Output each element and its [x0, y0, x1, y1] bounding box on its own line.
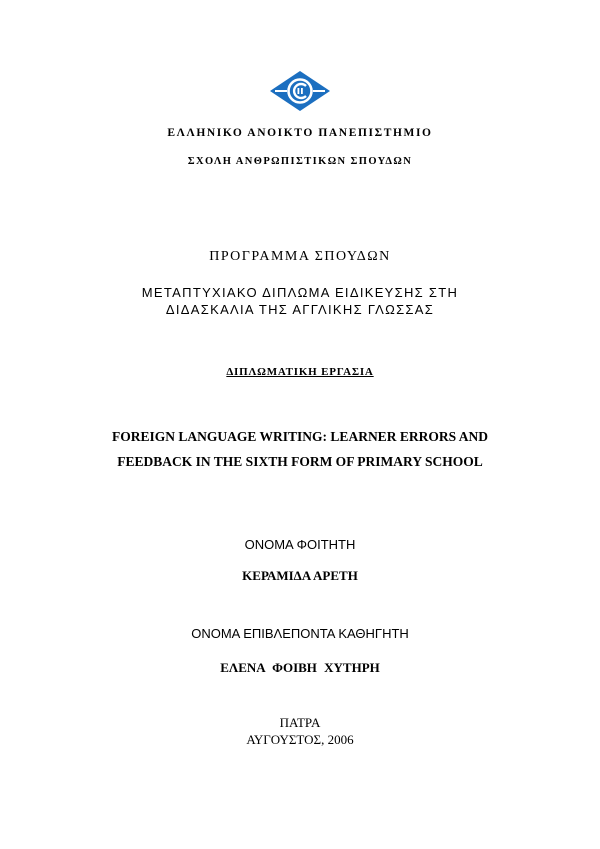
student-label: ΟΝΟΜΑ ΦΟΙΤΗΤΗ — [244, 537, 356, 552]
student-name: ΚΕΡΑΜΙΔΑ ΑΡΕΤΗ — [242, 568, 358, 583]
program-title: ΠΡΟΓΡΑΜΜΑ ΣΠΟΥΔΩΝ — [209, 249, 391, 264]
thesis-label: ΔΙΠΛΩΜΑΤΙΚΗ ΕΡΓΑΣΙΑ — [226, 366, 374, 378]
supervisor-name: ΕΛΕΝΑ ΦΟΙΒΗ ΧΥΤΗΡΗ — [220, 660, 380, 675]
logo-mark-left — [298, 88, 300, 94]
thesis-title-line-2: FEEDBACK IN THE SIXTH FORM OF PRIMARY SCHOOL — [117, 454, 483, 469]
degree-line-2: ΔΙΔΑΣΚΑΛΙΑ ΤΗΣ ΑΓΓΛΙΚΗΣ ΓΛΩΣΣΑΣ — [165, 302, 435, 317]
supervisor-label: ΟΝΟΜΑ ΕΠΙΒΛΕΠΟΝΤΑ ΚΑΘΗΓΗΤΗ — [191, 626, 409, 641]
thesis-title-line-1: FOREIGN LANGUAGE WRITING: LEARNER ERRORS AND — [112, 429, 488, 444]
school-name: ΣΧΟΛΗ ΑΝΘΡΩΠΙΣΤΙΚΩΝ ΣΠΟΥΔΩΝ — [187, 156, 413, 167]
degree-line-1: ΜΕΤΑΠΤΥΧΙΑΚΟ ΔΙΠΛΩΜΑ ΕΙΔΙΚΕΥΣΗΣ ΣΤΗ — [141, 285, 459, 300]
logo-right-bar — [313, 90, 325, 92]
logo-left-bar — [275, 90, 287, 92]
logo-mark-right — [301, 88, 303, 94]
city: ΠΑΤΡΑ — [279, 715, 321, 730]
date: ΑΥΓΟΥΣΤΟΣ, 2006 — [246, 732, 354, 747]
university-logo-icon — [269, 70, 331, 112]
university-name: ΕΛΛΗΝΙΚΟ ΑΝΟΙΚΤΟ ΠΑΝΕΠΙΣΤΗΜΙΟ — [167, 127, 433, 139]
